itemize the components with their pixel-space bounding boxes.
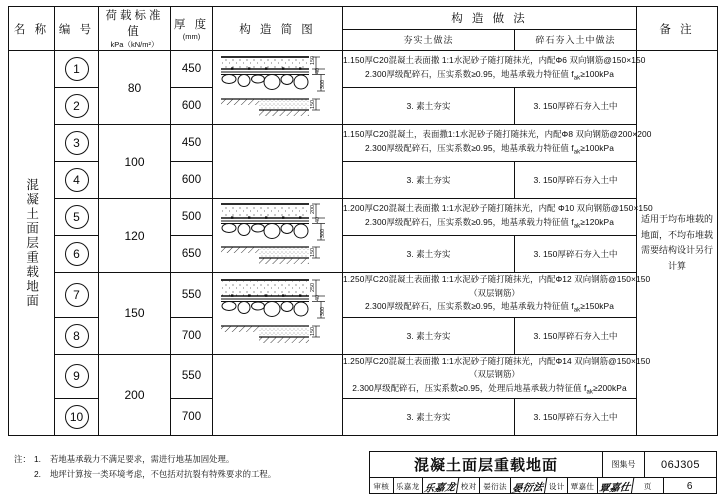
item-number-circle: 5 xyxy=(65,205,89,229)
construction-diagram xyxy=(217,199,337,273)
item-number xyxy=(55,88,99,125)
table-row xyxy=(9,125,718,162)
thickness-value: 700 xyxy=(171,317,213,354)
item-number-circle: 7 xyxy=(65,283,89,307)
header-thickness-unit: (mm) xyxy=(182,32,201,41)
header-thickness-text: 厚 度 xyxy=(173,19,210,31)
title-block-top xyxy=(370,452,716,478)
thickness-value: 550 xyxy=(171,354,213,399)
table-row xyxy=(9,354,718,399)
header-load-unit: kPa（kN/m²） xyxy=(110,40,159,49)
method-a-line3: 3. 素土夯实 xyxy=(343,317,515,354)
note-row xyxy=(14,467,364,482)
load-value: 100 xyxy=(99,125,171,199)
table-header-row xyxy=(9,7,718,30)
design-label: 设计 xyxy=(546,478,568,494)
method-line-1: 1.200厚C20混凝土表面撒 1:1水泥砂子随打随抹光，内配 Φ10 双向钢筋@150×150 xyxy=(343,203,653,213)
dim-top-label: 150 xyxy=(310,55,316,65)
method-b-line3: 3. 150厚碎石夯入土中 xyxy=(515,88,637,125)
method-line-1b: （双层钢筋） xyxy=(469,369,520,380)
notes-block xyxy=(14,452,364,481)
method-description xyxy=(343,354,651,399)
title-block-bottom xyxy=(370,478,716,494)
dim-top-label: 200 xyxy=(310,204,316,214)
item-number xyxy=(55,236,99,273)
header-method: 构 造 做 法 xyxy=(343,7,637,30)
load-value: 80 xyxy=(99,51,171,125)
header-number: 编 号 xyxy=(55,7,99,51)
dim-mid-label: 40 xyxy=(315,295,321,302)
item-number xyxy=(55,162,99,199)
table-row xyxy=(9,199,718,236)
method-b-line3: 3. 150厚碎石夯入土中 xyxy=(515,399,637,436)
load-value: 150 xyxy=(99,273,171,355)
construction-diagram-cell xyxy=(213,51,343,125)
item-number-circle: 1 xyxy=(65,57,89,81)
construction-diagram xyxy=(217,276,337,350)
dim-lower-label: 150 xyxy=(310,99,316,109)
category-name-cell xyxy=(9,51,55,436)
item-number-circle: 6 xyxy=(65,242,89,266)
page-label: 页 xyxy=(633,478,664,494)
review-name: 乐嘉龙 xyxy=(394,478,423,494)
dim-lower-label: 150 xyxy=(310,247,316,257)
dim-lower-label: 150 xyxy=(310,327,316,337)
item-number-circle: 2 xyxy=(65,94,89,118)
method-b-line3: 3. 150厚碎石夯入土中 xyxy=(515,236,637,273)
method-description xyxy=(343,199,653,236)
header-diagram: 构 造 简 图 xyxy=(213,7,343,51)
method-line-2: 2.300厚级配碎石，压实系数≥0.95，地基承载力特征值 $f_{ak}\ge 100kPa$ xyxy=(365,68,614,82)
header-remark: 备 注 xyxy=(637,7,718,51)
load-value: 200 xyxy=(99,354,171,436)
header-load xyxy=(99,7,171,51)
thickness-value: 500 xyxy=(171,199,213,236)
construction-diagram-cell xyxy=(213,273,343,355)
method-line-1: 1.150厚C20混凝土表面撒 1:1水泥砂子随打随抹光，内配Φ6 双向钢筋@150×150 xyxy=(343,55,646,65)
thickness-value: 550 xyxy=(171,273,213,318)
method-a-line3: 3. 素土夯实 xyxy=(343,162,515,199)
dim-bottom-label: 300 xyxy=(320,228,326,238)
thickness-value: 700 xyxy=(171,399,213,436)
thickness-value: 450 xyxy=(171,51,213,88)
thickness-value: 450 xyxy=(171,125,213,162)
thickness-value: 650 xyxy=(171,236,213,273)
atlas-number-value: 06J305 xyxy=(644,452,716,477)
dim-mid-label: 40 xyxy=(315,216,321,223)
review-label: 审核 xyxy=(370,478,394,494)
construction-diagram-cell xyxy=(213,125,343,199)
item-number-circle: 10 xyxy=(65,405,89,429)
method-a-line3: 3. 素土夯实 xyxy=(343,399,515,436)
method-line-2: 2.300厚级配碎石，压实系数≥0.95，地基承载力特征值 $f_{ak}\ge 120kPa$ xyxy=(365,216,614,230)
item-number xyxy=(55,125,99,162)
dim-bottom-label: 300 xyxy=(320,307,326,317)
method-b-line3: 3. 150厚碎石夯入土中 xyxy=(515,317,637,354)
page-value: 6 xyxy=(686,480,693,492)
design-signature: 覃嘉仕 xyxy=(596,477,634,495)
header-thickness xyxy=(171,7,213,51)
item-number xyxy=(55,354,99,399)
method-line-1: 1.250厚C20混凝土表面撒 1:1水泥砂子随打随抹光，内配Φ14 双向钢筋@150×150 xyxy=(343,355,651,366)
remark-cell: 适用于均布堆载的地面，不均布堆载需要结构设计另行计算 xyxy=(637,51,718,436)
note-index: 1. xyxy=(34,454,41,464)
table-row xyxy=(9,273,718,318)
sheet-title: 混凝土面层重载地面 xyxy=(413,458,558,474)
category-name: 混凝土面层重载地面 xyxy=(24,177,39,309)
table-row xyxy=(9,51,718,88)
item-number-circle: 3 xyxy=(65,131,89,155)
header-method-b: 碎石夯入土中做法 xyxy=(515,29,637,51)
dim-mid-label: 40 xyxy=(315,67,321,74)
check-signature: 晏衍法 xyxy=(510,477,548,495)
item-number-circle: 4 xyxy=(65,168,89,192)
method-line-1: 1.250厚C20混凝土表面撒 1:1水泥砂子随打随抹光，内配Φ12 双向钢筋@150×150 xyxy=(343,274,651,284)
method-line-1b: （双层钢筋） xyxy=(469,287,520,298)
notes-label: 注： xyxy=(14,454,31,464)
method-line-2: 2.300厚级配碎石，压实系数≥0.95，处理后地基承载力特征值 $f_{ak}\ge 200kPa$ xyxy=(352,382,627,396)
item-number-circle: 9 xyxy=(65,364,89,388)
method-line-2: 2.300厚级配碎石，压实系数≥0.95，地基承载力特征值 $f_{ak}\ge 100kPa$ xyxy=(365,142,614,156)
design-name: 覃嘉仕 xyxy=(568,478,597,494)
dim-bottom-label: 300 xyxy=(320,79,326,89)
review-signature: 乐嘉龙 xyxy=(421,477,459,495)
thickness-value: 600 xyxy=(171,88,213,125)
item-number xyxy=(55,317,99,354)
item-number xyxy=(55,199,99,236)
method-line-1: 1.150厚C20混凝土，表面撒1:1水泥砂子随打随抹光，内配Φ8 双向钢筋@200×200 xyxy=(343,129,652,139)
check-name: 晏衍法 xyxy=(480,478,511,494)
note-row xyxy=(14,452,364,467)
method-line-2: 2.300厚级配碎石，压实系数≥0.95，地基承载力特征值 $f_{ak}\ge 150kPa$ xyxy=(365,301,614,314)
item-number xyxy=(55,273,99,318)
method-b-line3: 3. 150厚碎石夯入土中 xyxy=(515,162,637,199)
check-label: 校对 xyxy=(458,478,480,494)
method-a-line3: 3. 素土夯实 xyxy=(343,88,515,125)
method-description xyxy=(343,125,652,162)
dim-top-label: 250 xyxy=(310,283,316,293)
header-name: 名 称 xyxy=(9,7,55,51)
header-load-text: 荷载标准值 xyxy=(105,10,164,38)
method-description xyxy=(343,51,646,88)
method-description xyxy=(343,273,651,318)
thickness-value: 600 xyxy=(171,162,213,199)
atlas-number-label: 图集号 xyxy=(602,452,644,477)
note-text: 若地基承载力不满足要求，需进行地基加固处理。 xyxy=(50,454,235,464)
method-a-line3: 3. 素土夯实 xyxy=(343,236,515,273)
header-method-a: 夯实土做法 xyxy=(343,29,515,51)
specification-table xyxy=(8,6,718,436)
note-text: 地坪计算按一类环境考虑，不包括对抗裂有特殊要求的工程。 xyxy=(50,468,277,479)
construction-diagram-cell xyxy=(213,199,343,273)
item-number xyxy=(55,399,99,436)
note-index: 2. xyxy=(34,468,41,479)
construction-diagram xyxy=(217,51,337,125)
item-number xyxy=(55,51,99,88)
construction-diagram-cell xyxy=(213,354,343,436)
title-block xyxy=(369,451,717,494)
load-value: 120 xyxy=(99,199,171,273)
item-number-circle: 8 xyxy=(65,324,89,348)
